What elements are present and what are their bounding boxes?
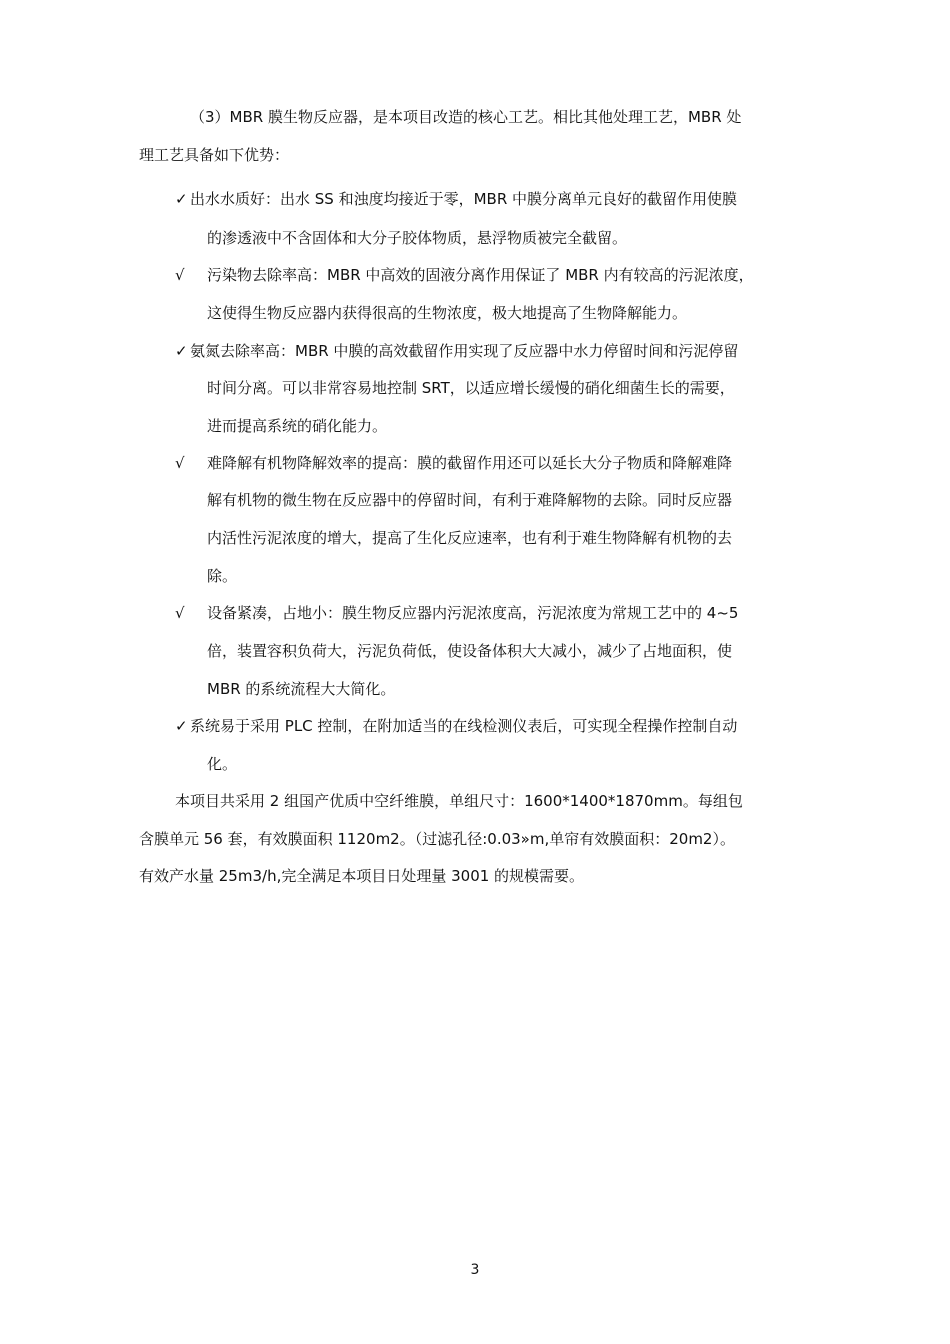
checkmark-icon: ✓ [175, 190, 188, 208]
item-4-line-3: 内活性污泥浓度的增大，提高了生化反应速率，也有利于难生物降解有机物的去 [207, 529, 733, 547]
checkmark-icon: √ [175, 604, 185, 622]
checkmark-icon: ✓ [175, 342, 188, 360]
closing-line-3: 有效产水量 25m3/h,完全满足本项目日处理量 3001 的规模需要。 [139, 867, 585, 885]
item-4-line-4: 除。 [207, 567, 238, 585]
item-4-line-1: 难降解有机物降解效率的提高：膜的截留作用还可以延长大分子物质和降解难降 [207, 454, 733, 472]
item-1-line-2: 的渗透液中不含固体和大分子胶体物质，悬浮物质被完全截留。 [207, 229, 628, 247]
item-4-line-2: 解有机物的微生物在反应器中的停留时间，有利于难降解物的去除。同时反应器 [207, 491, 733, 509]
item-5-line-3: MBR 的系统流程大大简化。 [207, 680, 396, 698]
closing-line-1: 本项目共采用 2 组国产优质中空纤维膜，单组尺寸：1600*1400*1870mm。每组包 [175, 792, 743, 810]
item-3-line-1: 氨氮去除率高：MBR 中膜的高效截留作用实现了反应器中水力停留时间和污泥停留 [190, 342, 739, 360]
page-number: 3 [470, 1262, 480, 1278]
item-5-line-1: 设备紧凑，占地小：膜生物反应器内污泥浓度高，污泥浓度为常规工艺中的 4~5 [207, 604, 739, 622]
item-2-line-2: 这使得生物反应器内获得很高的生物浓度，极大地提高了生物降解能力。 [207, 304, 688, 322]
item-6-line-2: 化。 [207, 755, 238, 773]
item-2-line-1: 污染物去除率高：MBR 中高效的固液分离作用保证了 MBR 内有较高的污泥浓度， [207, 266, 754, 284]
intro-line-1: （3）MBR 膜生物反应器，是本项目改造的核心工艺。相比其他处理工艺，MBR 处 [190, 108, 742, 126]
checkmark-icon: ✓ [175, 717, 188, 735]
item-5-line-2: 倍，装置容积负荷大，污泥负荷低，使设备体积大大减小，减少了占地面积，使 [207, 642, 733, 660]
closing-line-2: 含膜单元 56 套，有效膜面积 1120m2。（过滤孔径:0.03»m,单帘有效膜面积：20m2）。 [139, 830, 735, 848]
checkmark-icon: √ [175, 454, 185, 472]
item-6-line-1: 系统易于采用 PLC 控制，在附加适当的在线检测仪表后，可实现全程操作控制自动 [190, 717, 738, 735]
checkmark-icon: √ [175, 266, 185, 284]
item-3-line-2: 时间分离。可以非常容易地控制 SRT，以适应增长缓慢的硝化细菌生长的需要， [207, 379, 735, 397]
intro-line-2: 理工艺具备如下优势： [139, 146, 290, 164]
item-1-line-1: 出水水质好：出水 SS 和浊度均接近于零，MBR 中膜分离单元良好的截留作用使膜 [190, 190, 738, 208]
item-3-line-3: 进而提高系统的硝化能力。 [207, 417, 388, 435]
